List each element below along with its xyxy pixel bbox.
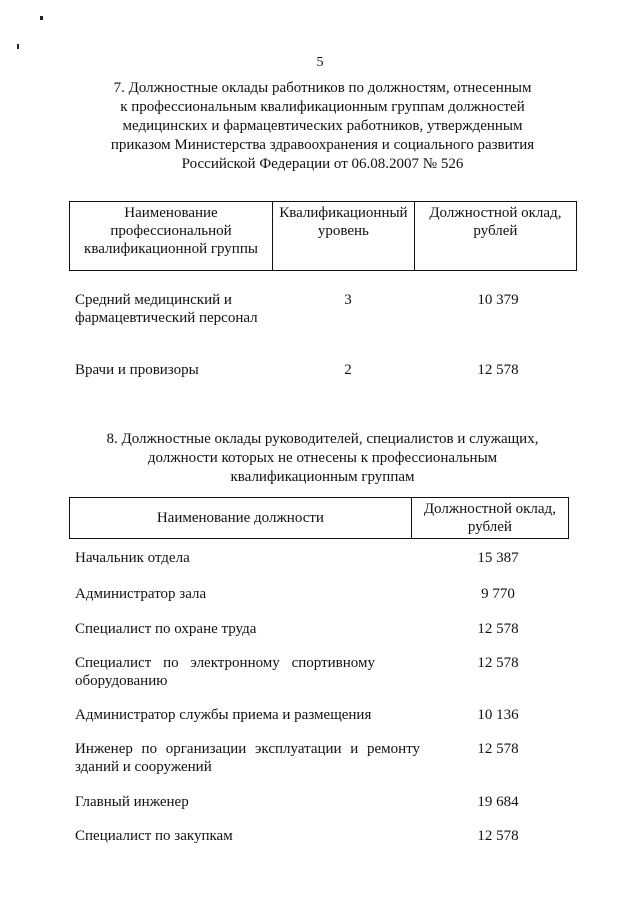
row-salary: 10 136 [477, 707, 519, 723]
heading-line: 7. Должностные оклады работников по должностям, отнесенным [113, 80, 532, 96]
row-salary: 12 578 [477, 621, 519, 637]
row-position-name: Специалист по электронному спортивному оборудованию [75, 655, 375, 689]
row-level: 2 [344, 362, 352, 378]
column-header-level: Квалификационный уровень [273, 202, 415, 271]
column-header-salary: Должностной оклад, рублей [411, 498, 568, 539]
row-position-name: Администратор службы приема и размещения [75, 707, 372, 723]
page-number: 5 [316, 55, 324, 70]
row-salary: 12 578 [477, 828, 519, 844]
row-salary: 19 684 [477, 794, 519, 810]
heading-line: квалификационным группам [230, 469, 415, 485]
row-salary: 10 379 [477, 292, 519, 308]
row-position-name: Специалист по охране труда [75, 621, 257, 637]
row-position-name: Начальник отдела [75, 550, 190, 566]
row-group-name: Врачи и провизоры [75, 362, 199, 378]
heading-line: медицинских и фармацевтических работников, утвержденным [122, 118, 523, 134]
heading-line: 8. Должностные оклады руководителей, специалистов и служащих, [106, 431, 539, 447]
scan-mark [40, 16, 43, 20]
row-position-name: Инженер по организации эксплуатации и ремонту зданий и сооружений [75, 741, 420, 775]
section-8-table-header [69, 497, 569, 539]
section-7-heading [60, 79, 585, 174]
heading-line: Российской Федерации от 06.08.2007 № 526 [181, 156, 464, 172]
heading-line: приказом Министерства здравоохранения и социального развития [110, 137, 535, 153]
row-salary: 12 578 [477, 655, 519, 671]
row-salary: 9 770 [481, 586, 515, 602]
section-7-table-header [69, 201, 577, 271]
row-level: 3 [344, 292, 352, 308]
row-group-name: Средний медицинский и фармацевтический персонал [75, 292, 258, 326]
row-salary: 12 578 [477, 741, 519, 757]
heading-line: к профессиональным квалификационным группам должностей [120, 99, 525, 115]
section-8-heading [60, 430, 585, 487]
scan-mark [17, 44, 19, 49]
row-position-name: Администратор зала [75, 586, 207, 602]
row-position-name: Главный инженер [75, 794, 189, 810]
row-salary: 12 578 [477, 362, 519, 378]
row-position-name: Специалист по закупкам [75, 828, 233, 844]
column-header-group-name: Наименование профессиональной квалификационной группы [70, 202, 273, 271]
row-salary: 15 387 [477, 550, 519, 566]
heading-line: должности которых не отнесены к профессиональным [147, 450, 498, 466]
column-header-position: Наименование должности [70, 498, 412, 539]
column-header-salary: Должностной оклад, рублей [414, 202, 576, 271]
